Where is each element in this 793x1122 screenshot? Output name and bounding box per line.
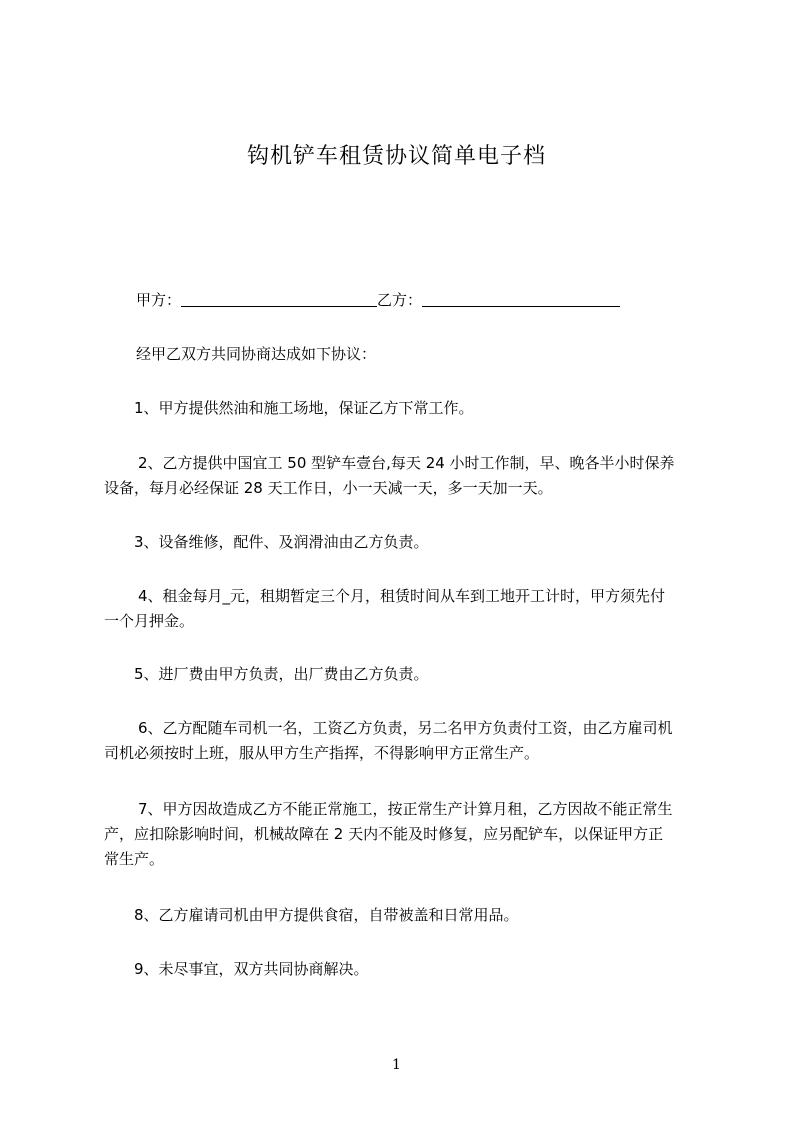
document-title: 钩机铲车租赁协议简单电子档: [246, 144, 546, 169]
clause-5: [104, 662, 704, 687]
clause-9-line-1: 9、未尽事宜，双方共同协商解决。: [134, 960, 369, 978]
party-a-label: 甲方：: [136, 291, 182, 309]
clause-4: [104, 584, 704, 634]
clause-6: [104, 716, 704, 766]
clause-6-line-1: 6、乙方配随车司机一名，工资乙方负责，另二名甲方负责付工资，由乙方雇司机: [138, 719, 673, 737]
party-signature-line: [104, 288, 704, 313]
clause-1: [104, 396, 704, 421]
clause-6-line-2: 司机必须按时上班，服从甲方生产指挥，不得影响甲方正常生产。: [104, 744, 540, 762]
clause-2-line-2: 设备，每月必经保证 28 天工作日，小一天减一天，多一天加一天。: [104, 479, 553, 497]
clause-7-line-1: 7、甲方因故造成乙方不能正常施工，按正常生产计算月租，乙方因故不能正常生: [138, 800, 673, 818]
clause-7-line-2: 产，应扣除影响时间，机械故障在 2 天内不能及时修复，应另配铲车，以保证甲方正: [104, 825, 664, 843]
clause-7-line-3: 常生产。: [104, 850, 165, 868]
intro-text: 经甲乙双方共同协商达成如下协议：: [136, 345, 377, 363]
page-number: 1: [392, 1057, 401, 1073]
clause-1-line-1: 1、甲方提供然油和施工场地，保证乙方下常工作。: [134, 399, 474, 417]
clause-3: [104, 530, 704, 555]
party-b-label: 乙方：: [377, 291, 423, 309]
party-b-blank: [422, 291, 620, 307]
clause-3-line-1: 3、设备维修，配件、及润滑油由乙方负责。: [134, 533, 429, 551]
clause-2: [104, 451, 704, 501]
clause-4-line-2: 一个月押金。: [104, 612, 195, 630]
clause-2-line-1: 2、乙方提供中国宜工 50 型铲车壹台,每天 24 小时工作制，早、晚各半小时保养: [138, 454, 675, 472]
clause-5-line-1: 5、进厂费由甲方负责，出厂费由乙方负责。: [134, 665, 429, 683]
party-a-blank: [181, 291, 377, 307]
clause-8: [104, 903, 704, 928]
intro-paragraph: [104, 342, 704, 367]
clause-9: [104, 957, 704, 982]
clause-8-line-1: 8、乙方雇请司机由甲方提供食宿，自带被盖和日常用品。: [134, 906, 519, 924]
clause-4-line-1: 4、租金每月_元，租期暂定三个月，租赁时间从车到工地开工计时，甲方须先付: [138, 587, 666, 605]
clause-7: [104, 797, 704, 872]
